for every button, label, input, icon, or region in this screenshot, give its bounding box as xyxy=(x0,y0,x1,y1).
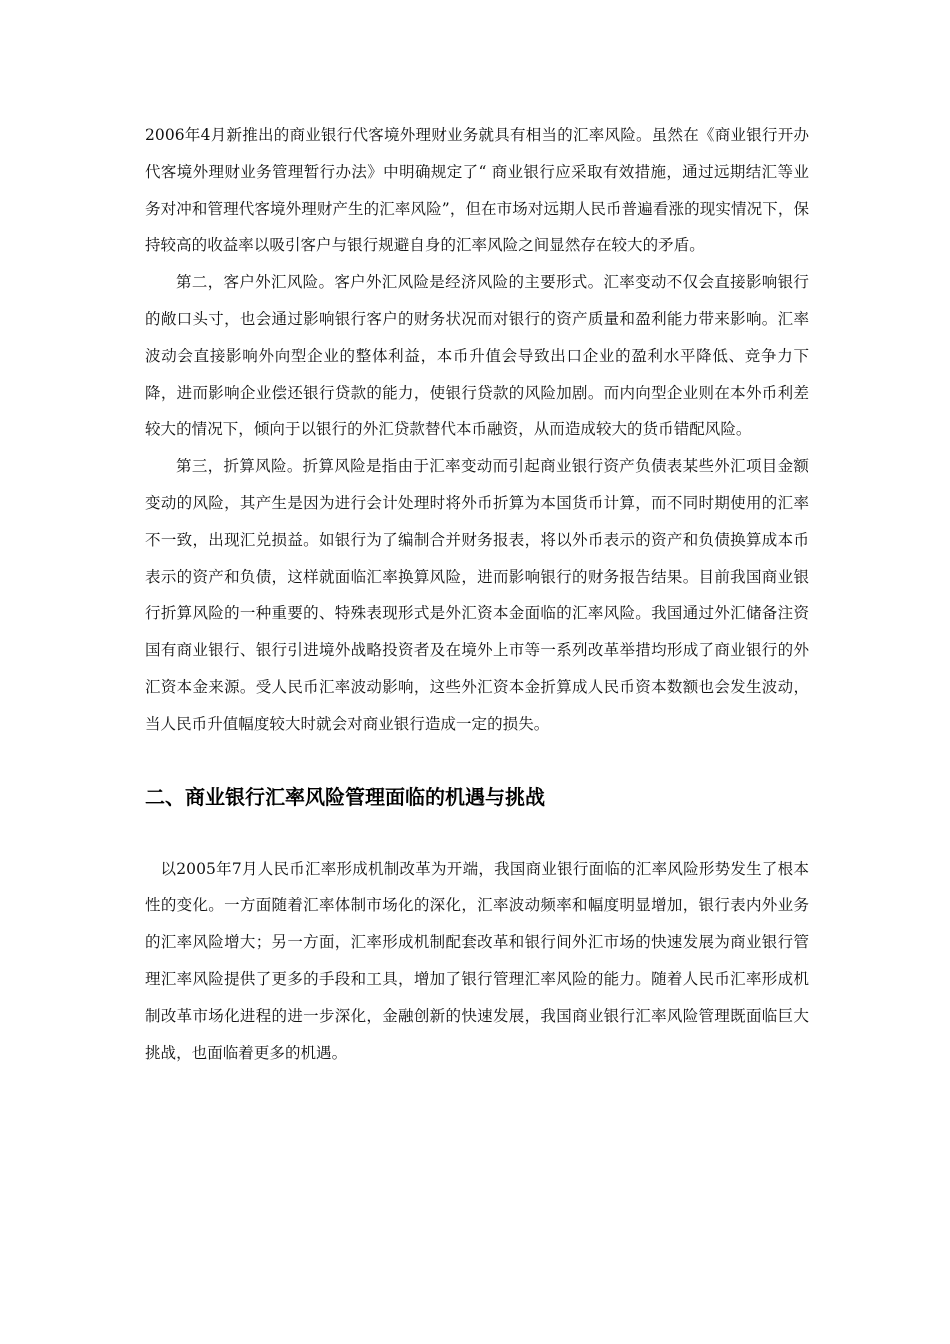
paragraph-continued: 2006年4月新推出的商业银行代客境外理财业务就具有相当的汇率风险。虽然在《商业银行开办代客境外理财业务管理暂行办法》中明确规定了“ 商业银行应采取有效措施，通过远期结汇等业务对冲和管理代客境外理财产生的汇率风险”，但在市场对远期人民币普遍看涨的现实情况下，保持较高的收益率以吸引客户与银行规避自身的汇率风险之间显然存在较大的矛盾。 xyxy=(145,126,809,255)
paragraph-opportunities-challenges: 以2005年7月人民币汇率形成机制改革为开端，我国商业银行面临的汇率风险形势发生了根本性的变化。一方面随着汇率体制市场化的深化，汇率波动频率和幅度明显增加，银行表内外业务的汇率风险增大；另一方面，汇率形成机制配套改革和银行间外汇市场的快速发展为商业银行管理汇率风险提供了更多的手段和工具，增加了银行管理汇率风险的能力。随着人民币汇率形成机制改革市场化进程的进一步深化，金融创新的快速发展，我国商业银行汇率风险管理既面临巨大挑战，也面临着更多的机遇。 xyxy=(145,859,809,1062)
paragraph-customer-fx-risk: 第二，客户外汇风险。客户外汇风险是经济风险的主要形式。汇率变动不仅会直接影响银行的敞口头寸，也会通过影响银行客户的财务状况而对银行的资产质量和盈利能力带来影响。汇率波动会直接影响外向型企业的整体利益，本币升值会导致出口企业的盈利水平降低、竞争力下降，进而影响企业偿还银行贷款的能力，使银行贷款的风险加剧。而内向型企业则在本外币利差较大的情况下，倾向于以银行的外汇贷款替代本币融资，从而造成较大的货币错配风险。 xyxy=(145,273,809,439)
document-page xyxy=(145,117,809,1071)
section-heading: 二、商业银行汇率风险管理面临的机遇与挑战 xyxy=(145,784,545,809)
paragraph-translation-risk: 第三，折算风险。折算风险是指由于汇率变动而引起商业银行资产负债表某些外汇项目金额变动的风险，其产生是因为进行会计处理时将外币折算为本国货币计算，而不同时期使用的汇率不一致，出现汇兑损益。如银行为了编制合并财务报表，将以外币表示的资产和负债换算成本币表示的资产和负债，这样就面临汇率换算风险，进而影响银行的财务报告结果。目前我国商业银行折算风险的一种重要的、特殊表现形式是外汇资本金面临的汇率风险。我国通过外汇储备注资国有商业银行、银行引进境外战略投资者及在境外上市等一系列改革举措均形成了商业银行的外汇资本金来源。受人民币汇率波动影响，这些外汇资本金折算成人民币资本数额也会发生波动，当人民币升值幅度较大时就会对商业银行造成一定的损失。 xyxy=(145,457,809,733)
